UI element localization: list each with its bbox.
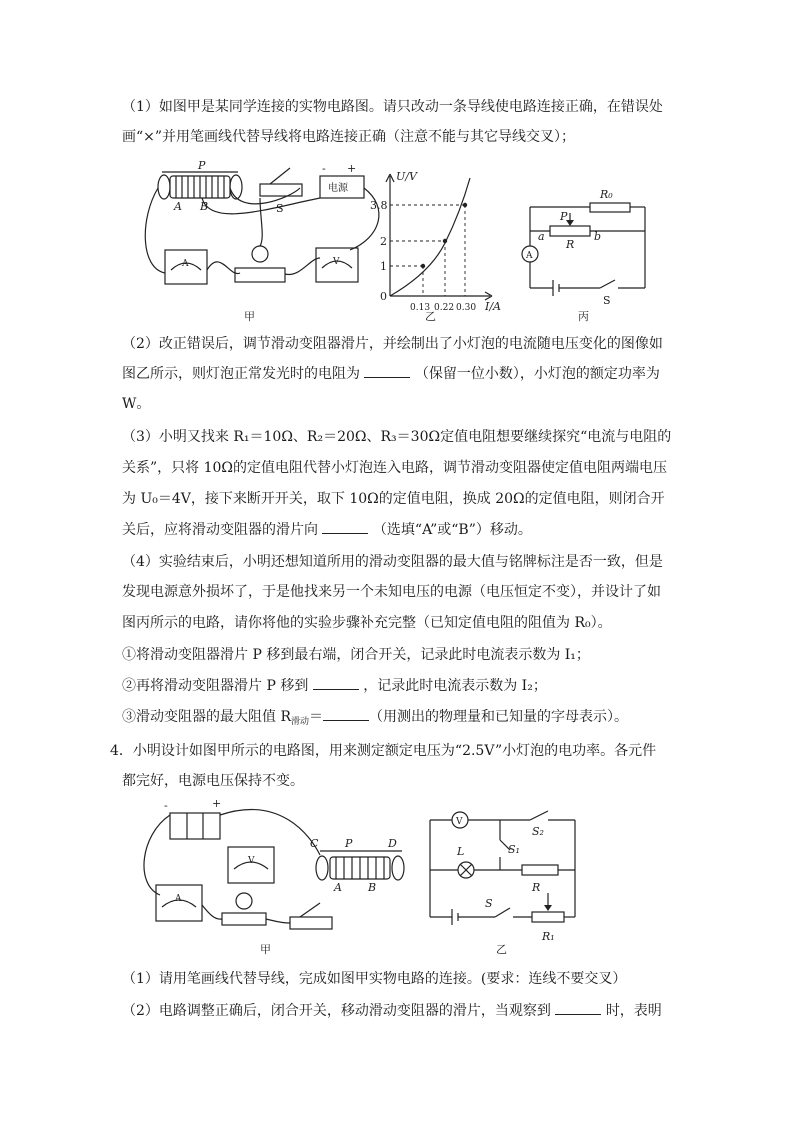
answer-blank-observe[interactable] <box>555 1000 601 1015</box>
ytick-2: 2 <box>380 235 387 248</box>
q4-label-jia: 甲 <box>260 943 271 956</box>
ammeter-label: A <box>182 259 189 269</box>
q4-label-B: B <box>368 881 377 894</box>
circuit-P: P <box>560 210 568 223</box>
q4-s2-text-b: 时，表明 <box>605 1003 662 1019</box>
q3-step2-text-b: ，记录此时电流表示数为 I₂； <box>363 678 547 694</box>
circuit-R0: R₀ <box>600 188 613 201</box>
q4-label-yi: 乙 <box>496 943 507 956</box>
answer-blank-position[interactable] <box>313 675 359 690</box>
ytick-3: 3.8 <box>370 199 388 212</box>
q3-step2 <box>122 675 547 695</box>
q4-label-P: P <box>345 837 353 850</box>
q3-step1: ①将滑动变阻器滑片 P 移到最右端，闭合开关，记录此时电流表示数为 I₁； <box>122 647 590 663</box>
fig-label-yi: 乙 <box>425 310 436 323</box>
q3-p4-line3: 图丙所示的电路，请你将他的实验步骤补充完整（已知定值电阻的阻值为 R₀）。 <box>122 615 612 631</box>
plus-label: + <box>347 162 357 175</box>
q4-minus: - <box>164 799 168 812</box>
q4-circuit-V: V <box>456 817 463 827</box>
q3-p1-line1: （1）如图甲是某同学连接的实物电路图。请只改动一条导线使电路连接正确，在错误处 <box>122 99 663 115</box>
label-A: A <box>174 200 182 213</box>
label-B: B <box>200 200 209 213</box>
circuit-S: S <box>603 294 611 307</box>
q3-p2-line2 <box>122 363 660 383</box>
q3-step3-equals: ＝ <box>309 709 324 725</box>
q4-label-C: C <box>310 837 319 850</box>
q4-line2: 都完好，电源电压保持不变。 <box>122 773 304 789</box>
q3-step3-subscript: 滑动 <box>291 717 310 727</box>
q4-label-D: D <box>388 837 397 850</box>
q3-step2-text-a: ②再将滑动变阻器滑片 P 移到 <box>122 678 309 694</box>
answer-blank-resistance[interactable] <box>364 363 410 378</box>
q4-circuit-S2: S₂ <box>532 825 544 838</box>
graph-ylabel: U/V <box>396 170 417 183</box>
fig-label-jia: 甲 <box>244 310 255 323</box>
q3-p4-line1: （4）实验结束后，小明还想知道所用的滑动变阻器的最大值与铭牌标注是否一致，但是 <box>122 554 663 570</box>
q4-circuit-S: S <box>485 897 493 910</box>
q3-step3 <box>122 706 628 727</box>
voltmeter-label: V <box>333 257 340 267</box>
q3-p2-line1: （2）改正错误后，调节滑动变阻器滑片，并绘制出了小灯泡的电流随电压变化的图像如 <box>122 336 663 352</box>
ytick-1: 1 <box>380 260 387 273</box>
q4-s2-text-a: （2）电路调整正确后，闭合开关，移动滑动变阻器的滑片，当观察到 <box>122 1003 551 1019</box>
q3-p2-text-a: 图乙所示，则灯泡正常发光时的电阻为 <box>122 366 360 382</box>
label-S: S <box>276 202 284 215</box>
minus-label: - <box>322 162 326 175</box>
q3-p4-line2: 发现电源意外损坏了，于是他找来另一个未知电压的电源（电压恒定不变），并设计了如 <box>122 584 661 600</box>
q3-step3-text-a: ③滑动变阻器的最大阻值 R <box>122 709 291 725</box>
answer-blank-direction[interactable] <box>322 519 368 534</box>
graph-origin: 0 <box>380 290 387 303</box>
q3-p3-line2: 关系”，只将 10Ω的定值电阻代替小灯泡连入电路，调节滑动变阻器使定值电阻两端电压 <box>122 460 668 476</box>
circuit-a: a <box>538 230 545 243</box>
q4-ammeter-label: A <box>175 894 182 904</box>
xtick-1: 0.13 <box>410 303 431 313</box>
q3-p2-text-b: （保留一位小数），小灯泡的额定功率为 <box>414 366 660 382</box>
q4-label-A: A <box>334 881 342 894</box>
q4-voltmeter-label: V <box>248 856 255 866</box>
q3-p3-text-a: 关后，应将滑动变阻器的滑片向 <box>122 522 318 538</box>
q4-figure-jia-yi <box>140 795 610 960</box>
q3-p3-text-b: （选填“A”或“B”）移动。 <box>372 522 532 538</box>
q3-p3-line4 <box>122 519 532 539</box>
q3-p3-line1: （3）小明又找来 R₁＝10Ω、R₂＝20Ω、R₃＝30Ω定值电阻想要继续探究“电流与电阻的 <box>122 429 672 445</box>
q4-circuit-R1: R₁ <box>542 930 555 943</box>
circuit-R: R <box>566 238 575 251</box>
graph-xlabel: I/A <box>485 300 501 313</box>
q4-plus: + <box>212 797 222 810</box>
q4-circuit-S1: S₁ <box>508 843 520 856</box>
label-P: P <box>198 159 206 172</box>
q4-s1: （1）请用笔画线代替导线，完成如图甲实物电路的连接。(要求：连线不要交叉） <box>122 971 627 987</box>
q3-p2-line3: W。 <box>122 396 151 412</box>
q3-step3-text-c: （用测出的物理量和已知量的字母表示）。 <box>369 709 629 725</box>
q4-s2 <box>122 1000 662 1020</box>
power-label: 电源 <box>328 183 348 194</box>
q4-line1: 4．小明设计如图甲所示的电路图，用来测定额定电压为“2.5V”小灯泡的电功率。各元件 <box>110 743 657 759</box>
fig-label-bing: 丙 <box>578 310 589 323</box>
q4-circuit-L: L <box>457 845 465 858</box>
answer-blank-rmax[interactable] <box>323 706 369 721</box>
xtick-3: 0.30 <box>456 303 477 313</box>
q3-figure-jia-yi-bing <box>140 158 660 323</box>
circuit-b: b <box>594 230 602 243</box>
q3-p1-line2: 画“×”并用笔画线代替导线将电路连接正确（注意不能与其它导线交叉）； <box>122 129 576 145</box>
xtick-2: 0.22 <box>434 303 455 313</box>
q3-p3-line3: 为 U₀＝4V，接下来断开开关，取下 10Ω的定值电阻，换成 20Ω的定值电阻，则闭合开 <box>122 491 665 507</box>
q4-circuit-R: R <box>532 881 541 894</box>
circuit-A: A <box>526 251 533 261</box>
